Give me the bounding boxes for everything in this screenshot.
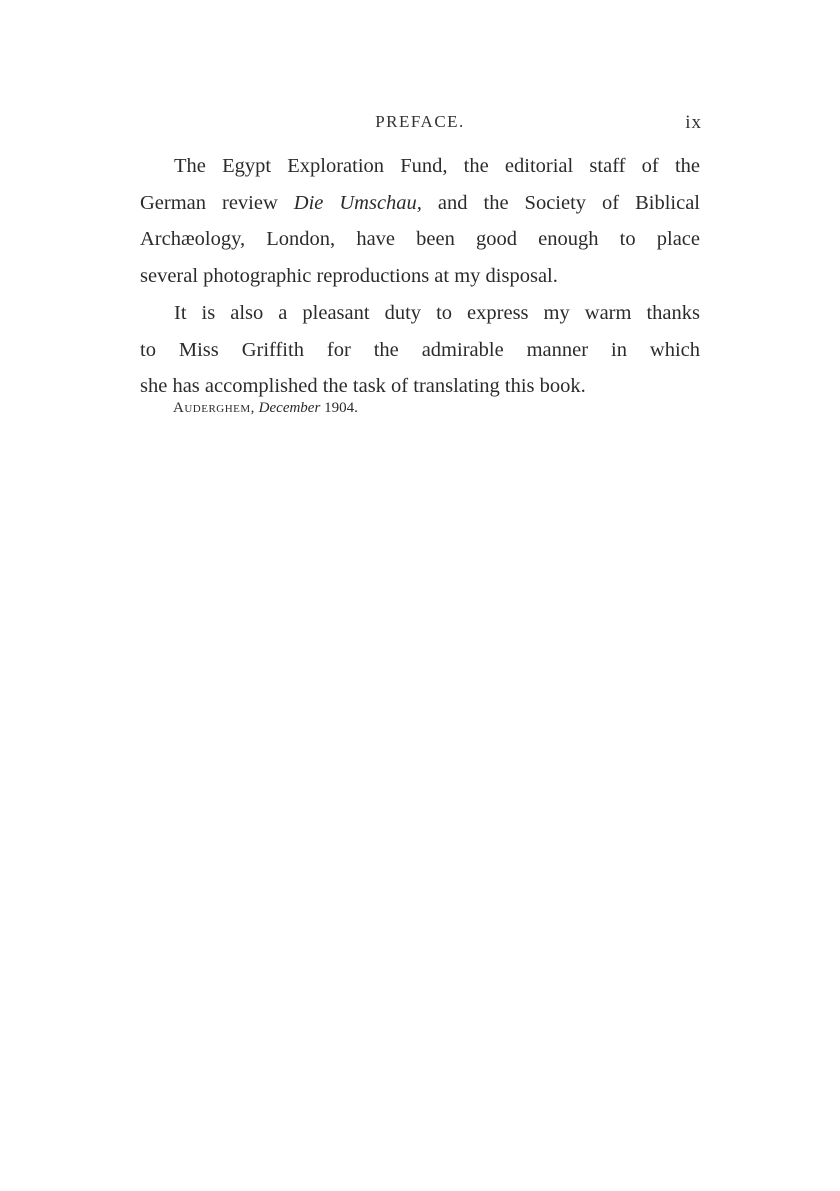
text-line [140, 185, 700, 222]
signoff-month: December [258, 400, 321, 416]
paragraph-acknowledgement-sources [140, 148, 700, 294]
page-number: ix [685, 112, 702, 133]
running-title: PREFACE. [375, 112, 465, 131]
text-line: to Miss Griffith for the admirable manner in which [140, 338, 700, 361]
text-fragment: German review [140, 191, 294, 214]
signoff-year: 1904. [324, 400, 358, 416]
review-title: Die Umschau, [293, 191, 422, 214]
signoff-place: Auderghem, [173, 400, 255, 416]
paragraph-acknowledgement-translator [140, 295, 700, 405]
text-line: several photographic reproductions at my disposal. [140, 264, 558, 287]
text-line: The Egypt Exploration Fund, the editorial staff of the [174, 155, 700, 177]
body-text [140, 148, 700, 405]
text-line: It is also a pleasant duty to express my warm thanks [174, 302, 700, 324]
running-head [140, 112, 700, 140]
text-line: Archæology, London, have been good enough to place [140, 228, 700, 250]
text-fragment: and the Society of Biblical [421, 191, 700, 214]
text-line: she has accomplished the task of translating this book. [140, 375, 586, 397]
signoff [173, 400, 358, 417]
